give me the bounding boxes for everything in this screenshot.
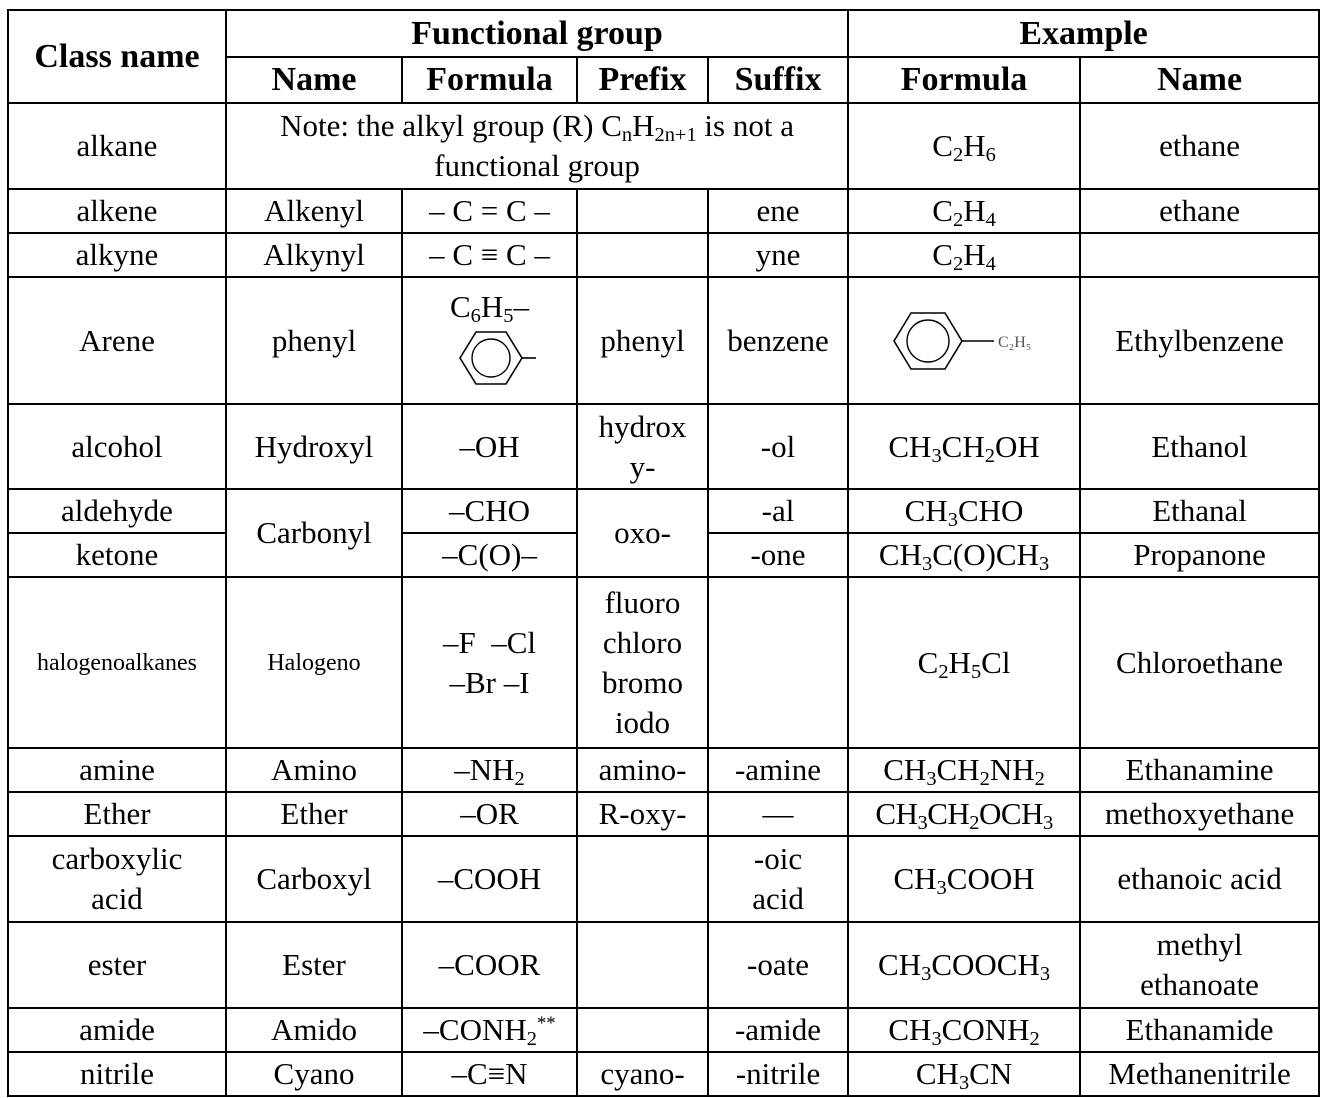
header-functional-group: Functional group: [226, 10, 848, 57]
table-row: [8, 748, 1319, 792]
formula-cell: –OR: [402, 792, 577, 836]
suffix-cell: -oic acid: [708, 836, 848, 922]
header-prefix: Prefix: [577, 57, 708, 103]
table-row: [8, 1052, 1319, 1096]
example-formula-cell: $CH_3CHO$: [848, 489, 1080, 533]
header-row-1: [8, 10, 1319, 57]
formula-cell: –COOH: [402, 836, 577, 922]
example-name-cell: Methanenitrile: [1080, 1052, 1319, 1096]
prefix-cell: [577, 233, 708, 277]
example-name-cell: [1080, 233, 1319, 277]
table-row: [8, 792, 1319, 836]
example-name-cell: Ethanamide: [1080, 1008, 1319, 1052]
table-row: [8, 189, 1319, 233]
class-cell: amide: [8, 1008, 226, 1052]
prefix-cell: [577, 836, 708, 922]
name-cell: Ether: [226, 792, 402, 836]
formula-cell: $-CONH_2^{**}$: [402, 1008, 577, 1052]
class-cell: halogenoalkanes: [8, 577, 226, 748]
ethylbenzene-icon: [884, 304, 1044, 378]
benzene-ring-icon: [440, 324, 540, 392]
example-name-cell: Ethanal: [1080, 489, 1319, 533]
prefix-cell: cyano-: [577, 1052, 708, 1096]
suffix-cell: ene: [708, 189, 848, 233]
class-cell: Ether: [8, 792, 226, 836]
formula-cell: $C_6H_5-$: [402, 277, 577, 404]
suffix-cell: -one: [708, 533, 848, 577]
example-formula-cell: $CH_3CH_2OH$: [848, 404, 1080, 489]
example-name-cell: Ethanol: [1080, 404, 1319, 489]
suffix-cell: benzene: [708, 277, 848, 404]
name-cell: Amino: [226, 748, 402, 792]
header-class-name: Class name: [8, 10, 226, 103]
prefix-cell: hydrox y-: [577, 404, 708, 489]
class-cell: ester: [8, 922, 226, 1008]
name-cell: Alkynyl: [226, 233, 402, 277]
header-example-name: Name: [1080, 57, 1319, 103]
prefix-cell: phenyl: [577, 277, 708, 404]
name-cell: Alkenyl: [226, 189, 402, 233]
table-row: [8, 489, 1319, 533]
header-formula: Formula: [402, 57, 577, 103]
table-row: [8, 277, 1319, 404]
table-row: [8, 922, 1319, 1008]
example-formula-cell: $CH_3C(O)CH_3$: [848, 533, 1080, 577]
example-formula-cell: $C_2H_4$: [848, 189, 1080, 233]
prefix-cell: oxo-: [577, 489, 708, 577]
formula-cell: $-NH_2$: [402, 748, 577, 792]
table-row: [8, 577, 1319, 748]
example-formula-cell: $CH_3COOCH_3$: [848, 922, 1080, 1008]
header-name: Name: [226, 57, 402, 103]
example-name-cell: methyl ethanoate: [1080, 922, 1319, 1008]
formula-cell: –C(O)–: [402, 533, 577, 577]
class-cell: aldehyde: [8, 489, 226, 533]
table-row: [8, 1008, 1319, 1052]
example-formula-cell: $C_2H_4$: [848, 233, 1080, 277]
example-name-cell: Propanone: [1080, 533, 1319, 577]
example-formula-cell: $CH_3CN$: [848, 1052, 1080, 1096]
formula-cell: – C ≡ C –: [402, 233, 577, 277]
example-name-cell: Chloroethane: [1080, 577, 1319, 748]
table-row: [8, 404, 1319, 489]
formula-cell: –F –Cl –Br –I: [402, 577, 577, 748]
suffix-cell: -nitrile: [708, 1052, 848, 1096]
example-formula-cell: $C_2H_6$: [848, 103, 1080, 189]
alkyl-note: Note: the alkyl group (R) $C_nH_{2n+1}$ is not a functional group: [226, 103, 848, 189]
name-cell: Amido: [226, 1008, 402, 1052]
example-name-cell: ethane: [1080, 189, 1319, 233]
formula-cell: –CHO: [402, 489, 577, 533]
header-example: Example: [848, 10, 1319, 57]
example-formula-cell: $CH_3CH_2NH_2$: [848, 748, 1080, 792]
class-cell: alkene: [8, 189, 226, 233]
table-row: [8, 836, 1319, 922]
suffix-cell: -amine: [708, 748, 848, 792]
formula-cell: –OH: [402, 404, 577, 489]
class-cell: alkyne: [8, 233, 226, 277]
suffix-cell: yne: [708, 233, 848, 277]
table-row: [8, 233, 1319, 277]
formula-cell: – C = C –: [402, 189, 577, 233]
suffix-cell: [708, 577, 848, 748]
suffix-cell: -al: [708, 489, 848, 533]
suffix-cell: -amide: [708, 1008, 848, 1052]
example-name-cell: ethanoic acid: [1080, 836, 1319, 922]
name-cell: Cyano: [226, 1052, 402, 1096]
name-cell: Carboxyl: [226, 836, 402, 922]
suffix-cell: —: [708, 792, 848, 836]
example-formula-cell: [848, 277, 1080, 404]
prefix-cell: amino-: [577, 748, 708, 792]
example-name-cell: Ethanamine: [1080, 748, 1319, 792]
name-cell: Ester: [226, 922, 402, 1008]
name-cell: phenyl: [226, 277, 402, 404]
class-cell: carboxylic acid: [8, 836, 226, 922]
formula-cell: –COOR: [402, 922, 577, 1008]
class-cell: Arene: [8, 277, 226, 404]
ethyl-label: C₂H₅: [998, 333, 1032, 351]
header-example-formula: Formula: [848, 57, 1080, 103]
class-cell: alkane: [8, 103, 226, 189]
example-formula-cell: $CH_3COOH$: [848, 836, 1080, 922]
class-cell: alcohol: [8, 404, 226, 489]
class-cell: nitrile: [8, 1052, 226, 1096]
functional-groups-table: [7, 9, 1320, 1097]
formula-cell: –C≡N: [402, 1052, 577, 1096]
class-cell: amine: [8, 748, 226, 792]
prefix-cell: R-oxy-: [577, 792, 708, 836]
prefix-cell: [577, 1008, 708, 1052]
header-suffix: Suffix: [708, 57, 848, 103]
example-formula-cell: $CH_3CH_2OCH_3$: [848, 792, 1080, 836]
table-row: [8, 103, 1319, 189]
name-cell: Halogeno: [226, 577, 402, 748]
example-name-cell: methoxyethane: [1080, 792, 1319, 836]
example-name-cell: ethane: [1080, 103, 1319, 189]
prefix-cell: fluoro chloro bromo iodo: [577, 577, 708, 748]
name-cell: Hydroxyl: [226, 404, 402, 489]
prefix-cell: [577, 922, 708, 1008]
name-cell: Carbonyl: [226, 489, 402, 577]
class-cell: ketone: [8, 533, 226, 577]
example-formula-cell: $CH_3CONH_2$: [848, 1008, 1080, 1052]
example-name-cell: Ethylbenzene: [1080, 277, 1319, 404]
suffix-cell: -ol: [708, 404, 848, 489]
suffix-cell: -oate: [708, 922, 848, 1008]
example-formula-cell: $C_2H_5Cl$: [848, 577, 1080, 748]
prefix-cell: [577, 189, 708, 233]
